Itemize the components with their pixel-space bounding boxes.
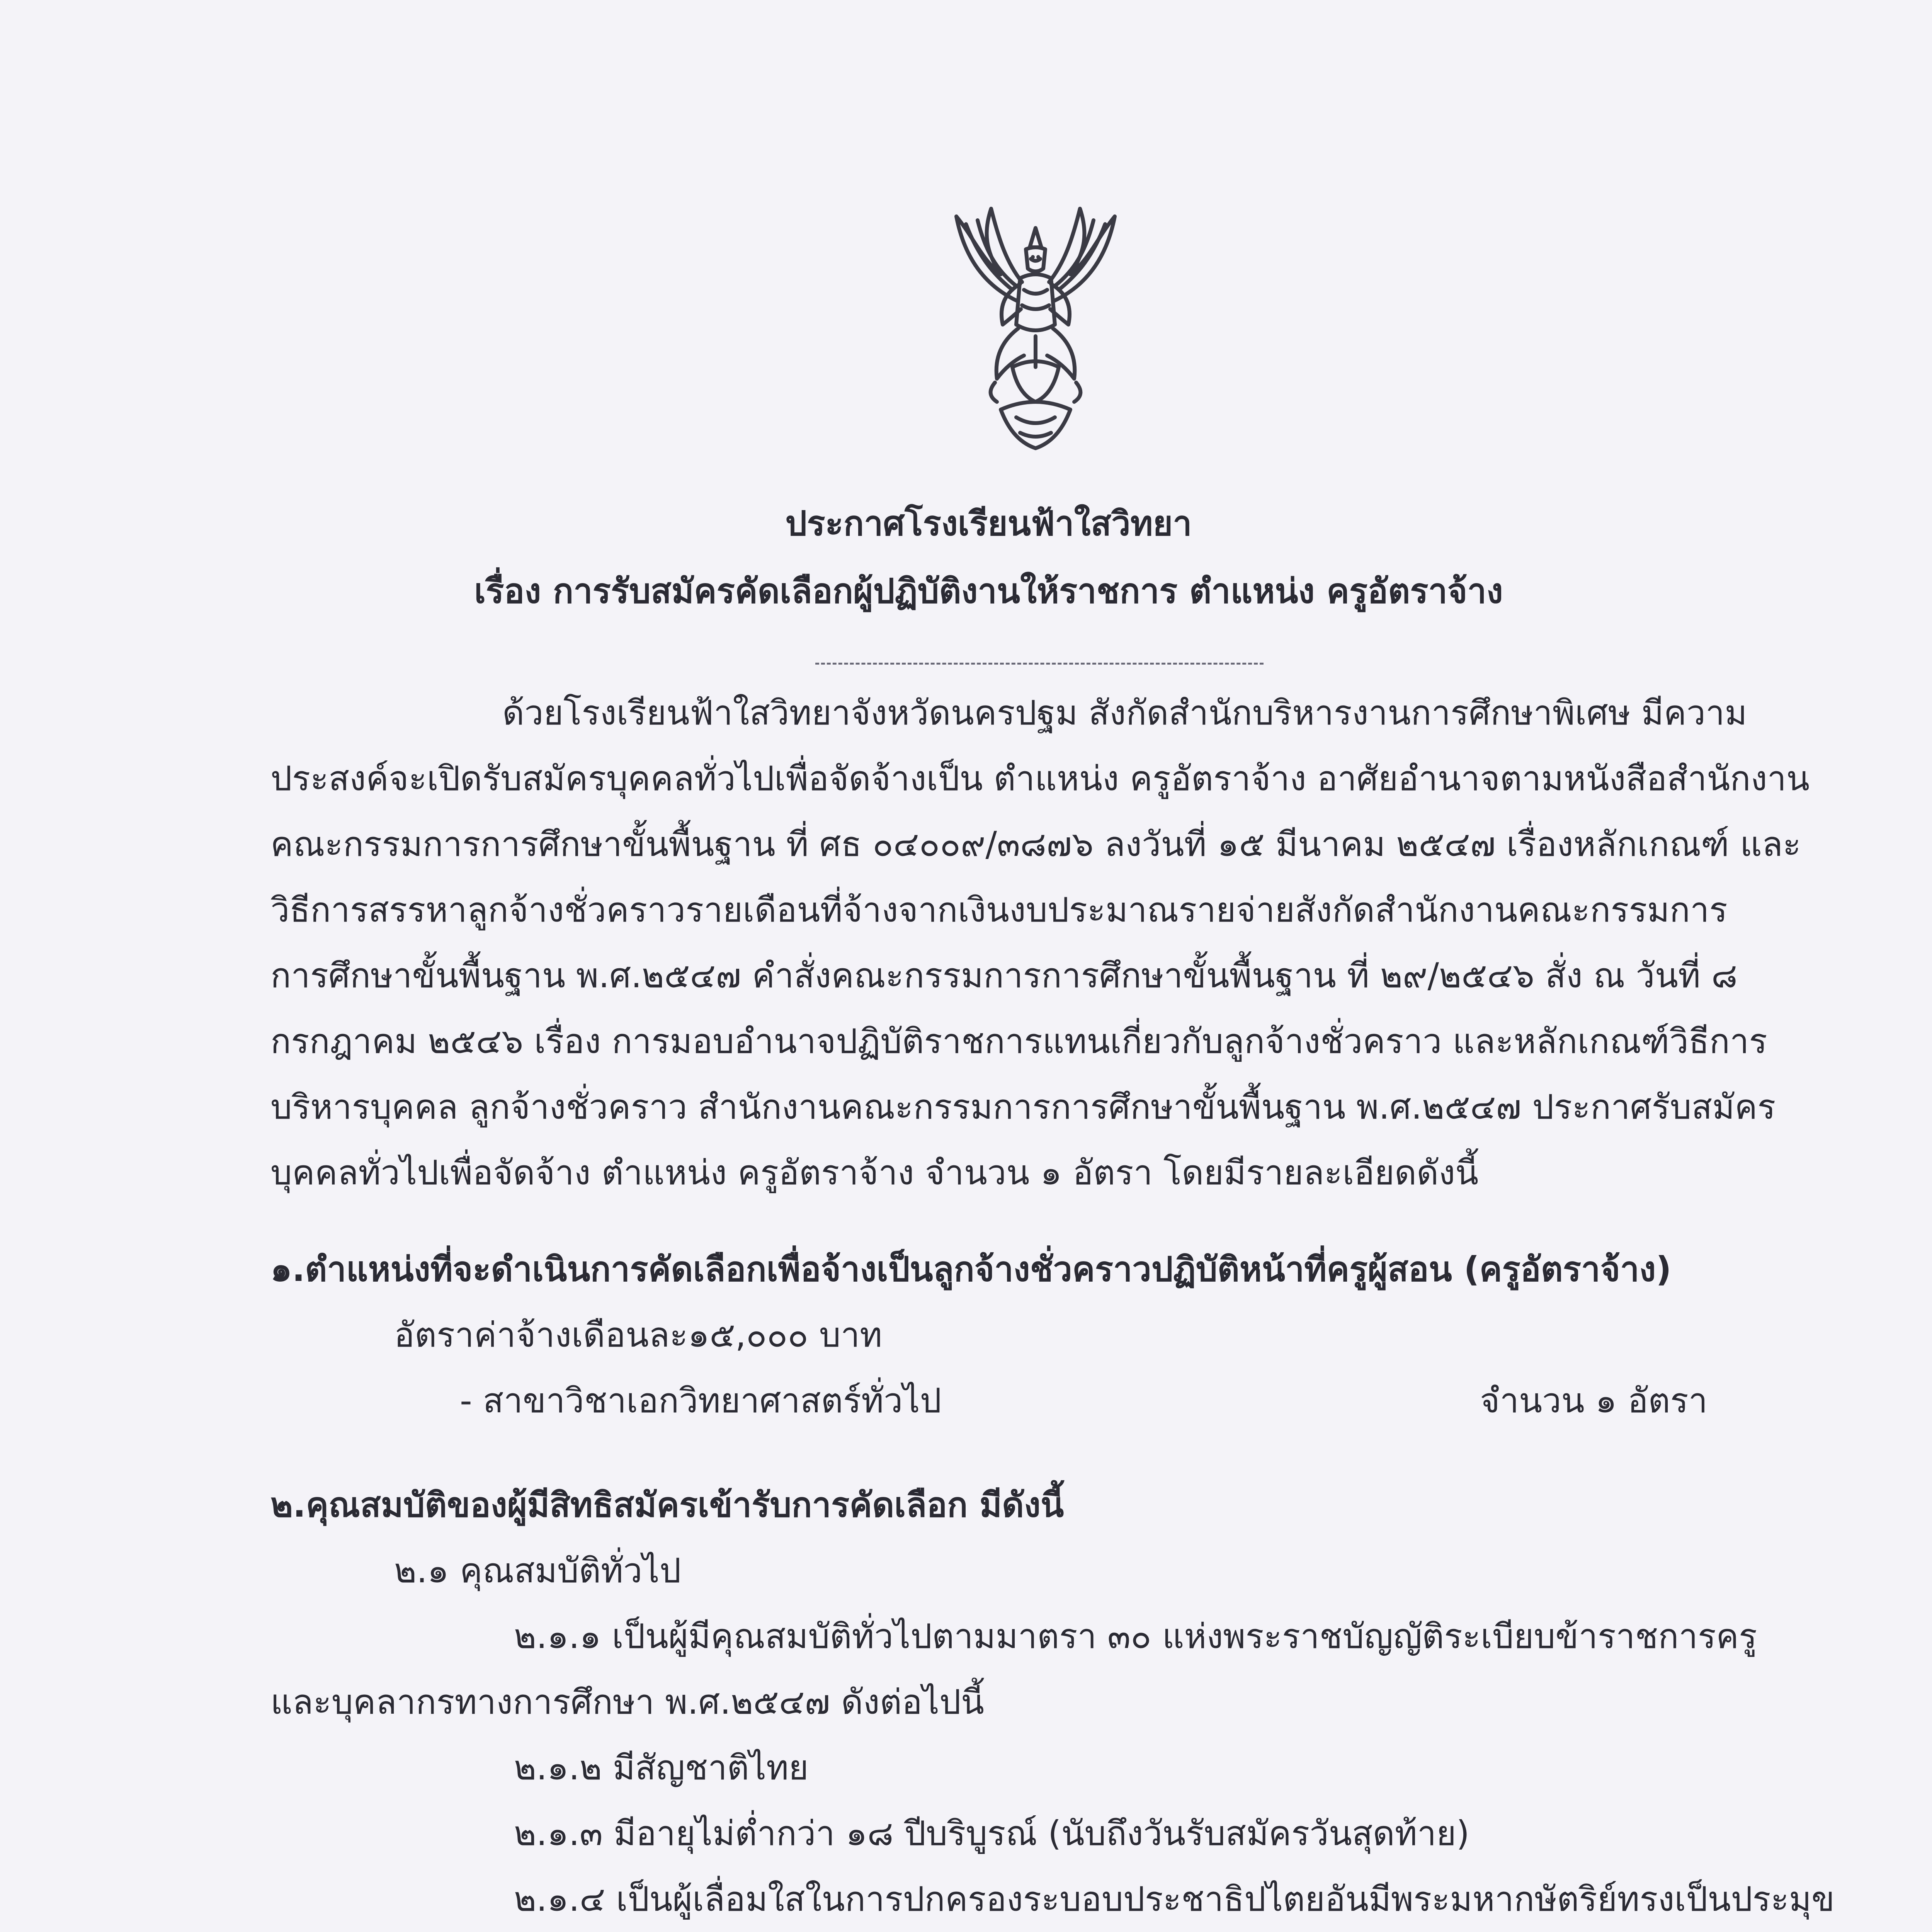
qualification-line: ๒.๑.๒ มีสัญชาติไทย [514,1748,809,1787]
document-subject: เรื่อง การรับสมัครคัดเลือกผู้ปฏิบัติงานให้ราชการ ตำแหน่ง ครูอัตราจ้าง [474,571,1503,611]
qualification-line: และบุคลากรทางการศึกษา พ.ศ.๒๕๔๗ ดังต่อไปนี้ [270,1682,984,1722]
qualification-line: ๒.๑.๔ เป็นผู้เลื่อมใสในการปกครองระบอบประชาธิปไตยอันมีพระมหากษัตริย์ทรงเป็นประมุข [514,1879,1835,1919]
subject-count: จำนวน ๑ อัตรา [1480,1381,1708,1420]
salary-text: อัตราค่าจ้างเดือนละ๑๕,๐๐๐ บาท [394,1315,883,1355]
title-divider [815,663,1264,665]
section2-subheading: ๒.๑ คุณสมบัติทั่วไป [394,1551,681,1590]
section2-heading: ๒.คุณสมบัติของผู้มีสิทธิสมัครเข้ารับการคัดเลือก มีดังนี้ [270,1485,1064,1525]
intro-line: ประสงค์จะเปิดรับสมัครบุคคลทั่วไปเพื่อจัดจ้างเป็น ตำแหน่ง ครูอัตราจ้าง อาศัยอำนาจตามหนังสือสำนักงาน [270,759,1810,798]
intro-line: การศึกษาขั้นพื้นฐาน พ.ศ.๒๕๔๗ คำสั่งคณะกรรมการการศึกษาขั้นพื้นฐาน ที่ ๒๙/๒๕๔๖ สั่ง ณ วันที่ ๘ [270,956,1738,995]
qualification-line: ๒.๑.๓ มีอายุไม่ต่ำกว่า ๑๘ ปีบริบูรณ์ (นับถึงวันรับสมัครวันสุดท้าย) [514,1813,1470,1853]
document-title: ประกาศโรงเรียนฟ้าใสวิทยา [785,503,1192,543]
intro-line: บริหารบุคคล ลูกจ้างชั่วคราว สำนักงานคณะกรรมการการศึกษาขั้นพื้นฐาน พ.ศ.๒๕๔๗ ประกาศรับสมัคร [270,1087,1776,1127]
qualification-line: ๒.๑.๑ เป็นผู้มีคุณสมบัติทั่วไปตามมาตรา ๓๐ แห่งพระราชบัญญัติระเบียบข้าราชการครู [514,1616,1757,1656]
subject-item: - สาขาวิชาเอกวิทยาศาสตร์ทั่วไป [460,1381,942,1420]
intro-line: ด้วยโรงเรียนฟ้าใสวิทยาจังหวัดนครปฐม สังกัดสำนักบริหารงานการศึกษาพิเศษ มีความ [502,693,1747,733]
garuda-emblem-icon [920,201,1151,456]
intro-line: คณะกรรมการการศึกษาขั้นพื้นฐาน ที่ ศธ ๐๔๐๐๙/๓๘๗๖ ลงวันที่ ๑๕ มีนาคม ๒๕๔๗ เรื่องหลักเกณฑ์ และ [270,824,1801,864]
intro-line: กรกฎาคม ๒๕๔๖ เรื่อง การมอบอำนาจปฏิบัติราชการแทนเกี่ยวกับลูกจ้างชั่วคราว และหลักเกณฑ์วิธีการ [270,1021,1767,1061]
section1-heading: ๑.ตำแหน่งที่จะดำเนินการคัดเลือกเพื่อจ้างเป็นลูกจ้างชั่วคราวปฏิบัติหน้าที่ครูผู้สอน (ครูอัตราจ้าง) [270,1249,1672,1289]
intro-line: วิธีการสรรหาลูกจ้างชั่วคราวรายเดือนที่จ้างจากเงินงบประมาณรายจ่ายสังกัดสำนักงานคณะกรรมการ [270,890,1728,930]
intro-line: บุคคลทั่วไปเพื่อจัดจ้าง ตำแหน่ง ครูอัตราจ้าง จำนวน ๑ อัตรา โดยมีรายละเอียดดังนี้ [270,1153,1479,1192]
